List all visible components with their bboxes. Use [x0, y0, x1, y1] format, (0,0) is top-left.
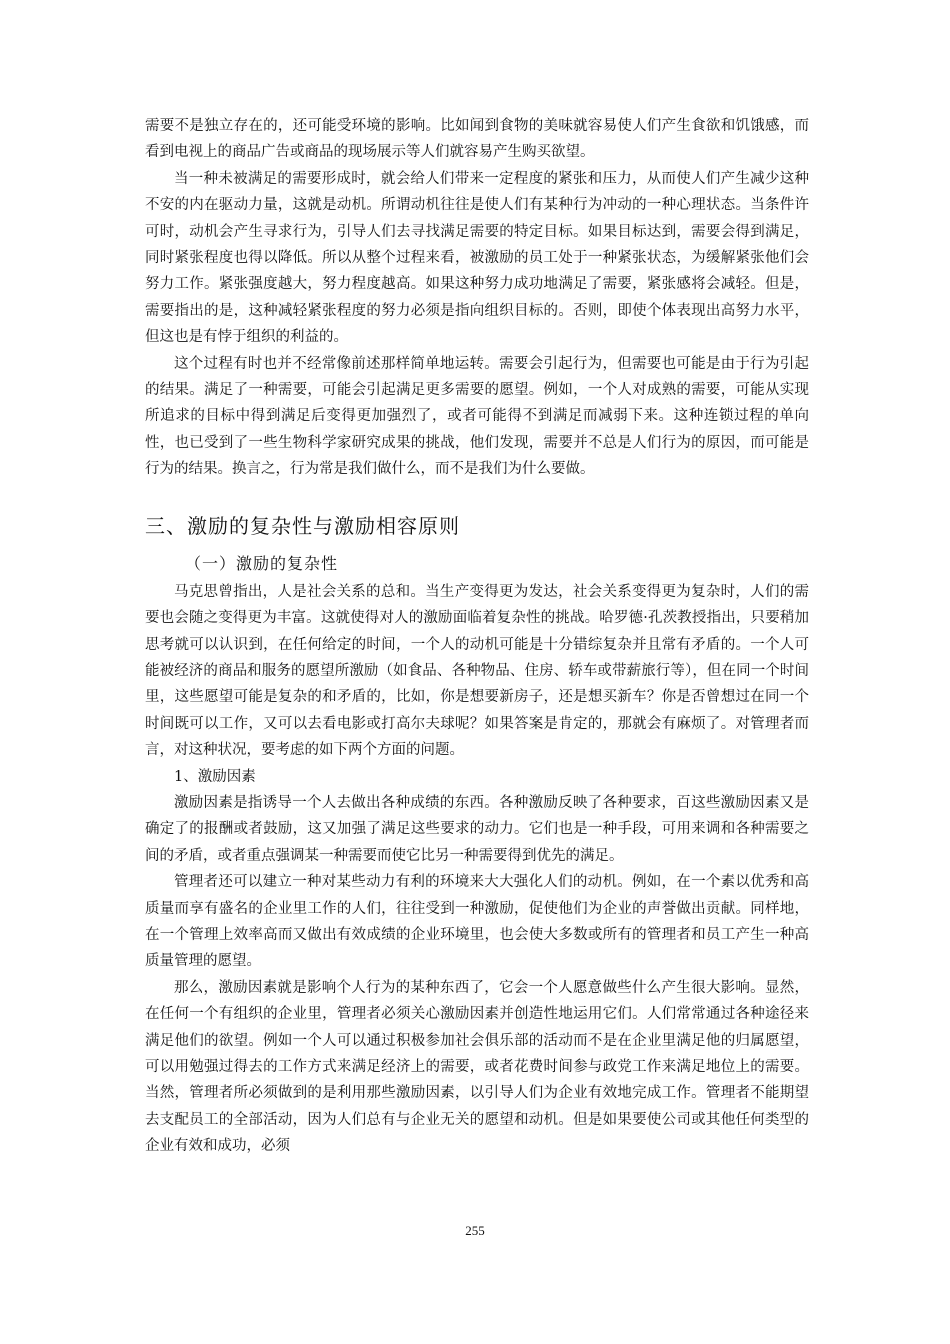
section-heading: 三、激励的复杂性与激励相容原则: [145, 513, 460, 538]
paragraph: 当一种未被满足的需要形成时，就会给人们带来一定程度的紧张和压力，从而使人们产生减少这种不安的内在驱动力量，这就是动机。所谓动机往往是使人们有某种行为冲动的一种心理状态。当条件许可时，动机会产生寻求行为，引导人们去寻找满足需要的特定目标。如果目标达到，需要会得到满足，同时紧张程度也得以降低。所以从整个过程来看，被激励的员工处于一种紧张状态，为缓解紧张他们会努力工作。紧张强度越大，努力程度越高。如果这种努力成功地满足了需要，紧张感将会减轻。但是，需要指出的是，这种减轻紧张程度的努力必须是指向组织目标的。否则，即使个体表现出高努力水平，但这也是有悖于组织的利益的。: [145, 170, 809, 346]
paragraph: 这个过程有时也并不经常像前述那样简单地运转。需要会引起行为，但需要也可能是由于行为引起的结果。满足了一种需要，可能会引起满足更多需要的愿望。例如，一个人对成熟的需要，可能从实现所追求的目标中得到满足后变得更加强烈了，或者可能得不到满足而减弱下来。这种连锁过程的单向性，也已受到了一些生物科学家研究成果的挑战，他们发现，需要并不总是人们行为的原因，而可能是行为的结果。换言之，行为常是我们做什么，而不是我们为什么要做。: [145, 355, 809, 478]
paragraph: 那么，激励因素就是影响个人行为的某种东西了，它会一个人愿意做些什么产生很大影响。显然，在任何一个有组织的企业里，管理者必须关心激励因素并创造性地运用它们。人们常常通过各种途径来满足他们的欲望。例如一个人可以通过积极参加社会俱乐部的活动而不是在企业里满足他的归属愿望，可以用勉强过得去的工作方式来满足经济上的需要，或者花费时间参与政党工作来满足地位上的需要。当然，管理者所必须做到的是利用那些激励因素，以引导人们为企业有效地完成工作。管理者不能期望去支配员工的全部活动，因为人们总有与企业无关的愿望和动机。但是如果要使公司或其他任何类型的企业有效和成功，必须: [145, 979, 809, 1155]
paragraph: 需要不是独立存在的，还可能受环境的影响。比如闻到食物的美味就容易使人们产生食欲和饥饿感，而看到电视上的商品广告或商品的现场展示等人们就容易产生购买欲望。: [145, 118, 809, 161]
paragraph: 马克思曾指出，人是社会关系的总和。当生产变得更为发达，社会关系变得更为复杂时，人们的需要也会随之变得更为丰富。这就使得对人的激励面临着复杂性的挑战。哈罗德·孔茨教授指出，只要稍加思考就可以认识到，在任何给定的时间，一个人的动机可能是十分错综复杂并且常有矛盾的。一个人可能被经济的商品和服务的愿望所激励（如食品、各种物品、住房、轿车或带薪旅行等），但在同一个时间里，这些愿望可能是复杂的和矛盾的，比如，你是想要新房子，还是想买新车？你是否曾想过在同一个时间既可以工作，又可以去看电影或打高尔夫球呢？如果答案是肯定的，那就会有麻烦了。对管理者而言，对这种状况，要考虑的如下两个方面的问题。: [145, 583, 809, 759]
page-body: [145, 113, 809, 1160]
paragraph: 激励因素是指诱导一个人去做出各种成绩的东西。各种激励反映了各种要求，百这些激励因素又是确定了的报酬或者鼓励，这又加强了满足这些要求的动力。它们也是一种手段，可用来调和各种需要之间的矛盾，或者重点强调某一种需要而使它比另一种需要得到优先的满足。: [145, 794, 809, 864]
paragraph: 管理者还可以建立一种对某些动力有利的环境来大大强化人们的动机。例如，在一个素以优秀和高质量而享有盛名的企业里工作的人们，往往受到一种激励，促使他们为企业的声誉做出贡献。同样地，在一个管理上效率高而又做出有效成绩的企业环境里，也会使大多数或所有的管理者和员工产生一种高质量管理的愿望。: [145, 874, 809, 970]
item-heading: 1、激励因素: [174, 768, 256, 785]
subsection-heading: （一）激励的复杂性: [185, 553, 339, 573]
page-number: 255: [465, 1223, 485, 1238]
